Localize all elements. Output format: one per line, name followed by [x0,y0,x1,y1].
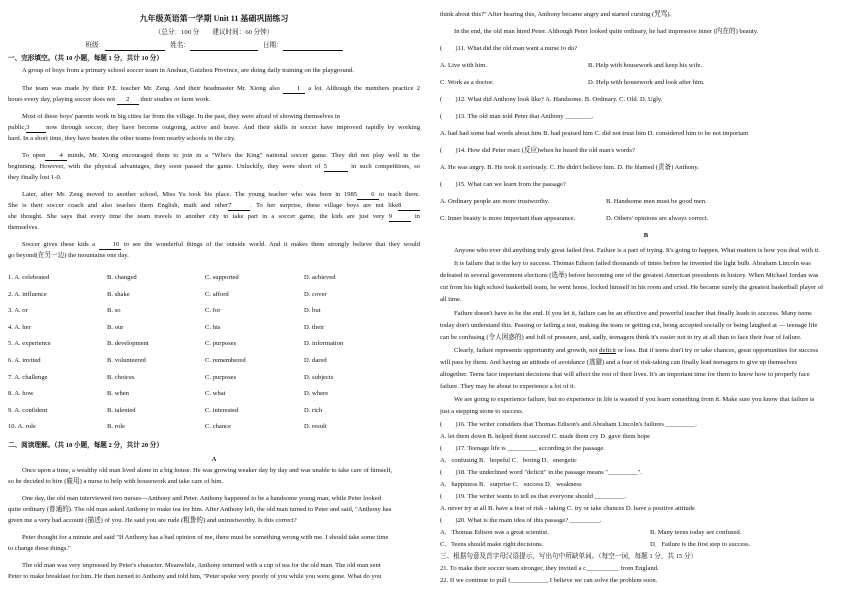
passage-b-line8: can be confusing (令人困惑的) and full of pressure, and, sadly, teenagers think it's easier not to try at all than to face their fear of failure. [440,334,802,341]
question-15: ( )15. What can we learn from the passage? [440,181,566,188]
passage-b-line2: It is failure that is the key to success. Thomas Edison failed thousands of times before he invented the light bulb. Abraham Lincoln was [454,260,811,267]
passage-a-label: A [211,456,217,463]
passage-a-line1: Once upon a time, a wealthy old man lived alone in a big house. He was growing weaker day by day and was unable to take care of himself, [22,467,393,474]
cloze-option-4-b[interactable]: B. our [107,323,124,331]
cloze-option-10-b[interactable]: B. role [107,423,125,431]
q11-option-a[interactable]: A. Live with him. [440,62,488,69]
q15-option-a[interactable]: A. Ordinary people are more trustworthy. [440,198,550,205]
passage-b-line6: Failure doesn't have to be the end. If you let it, failure can be an effective and powerful teacher that finally leads to success. Many teens [454,310,812,317]
cloze-option-8-c[interactable]: C. what [205,390,226,398]
cloze-option-5-d[interactable]: D. information [304,340,344,348]
question-18: ( )18. The underlined word "deficit" in the passage means "_________". [440,469,643,476]
sentence-21: 21. To make their soccer team stronger, they invited a c__________ from England. [440,565,659,572]
cloze-p5-line1: Later, after Mr. Zeng moved to another school, Miss Yu took his place. The young teacher who was born in 1985 6 to teach there. [22,191,420,198]
cloze-option-9-b[interactable]: B. talented [107,406,136,414]
blank-3[interactable]: 3 [26,123,46,133]
cloze-option-7-a[interactable]: 7. A. challenge [8,373,48,381]
question-13: ( )13. The old man told Peter that Anthony ________. [440,113,594,120]
q16-options[interactable]: A. let them down B. helped them succeed C. made them cry D. gave them hope [440,433,651,440]
passage-b-line4: cut from his high school basketball team, he went home, locked himself in his room and cried. He became surely the greatest basketball player of [440,284,824,291]
passage-a-line8: The old man was very impressed by Peter's character. Meanwhile, Anthony returned with a cup of tea for the old man. The old man sent [22,562,381,569]
passage-a-line6: Peter thought for a minute and said "If Anthony has a bad opinion of me, there must be something wrong with me. I should take some time [22,534,389,541]
blank-8[interactable]: 8 [398,201,420,211]
passage-a-line5: given me a very bad account (描述) of you. He said you are rude (粗鲁的) and untrustworthy. Is this correct? [8,517,297,524]
passage-b-line11: altogether. Teens face important decisions that will affect the rest of their lives. It's an important time for them to know how to properly face [440,371,810,378]
cloze-p5-line3: she thought. She says that every time the team travels to another city to take part in a soccer game, the kids are just very 9 in [8,213,420,220]
cloze-option-2-b[interactable]: B. shake [107,290,130,298]
question-14: ( )14. How did Peter react (反应)when he heard the old man's words? [440,147,635,154]
cloze-option-2-a[interactable]: 2. A. influence [8,290,47,298]
q20-option-b[interactable]: B. Many teens today are confused. [650,529,742,536]
passage-a-line9: Peter to make breakfast for him. He then turned to Anthony and told him, "Peter spoke very poorly of you while you were gone. What do you [8,573,382,580]
passage-a-line2: so he decided to hire (雇用) a nurse to help with housework and take care of him. [8,478,224,485]
blank-2[interactable]: 2 [117,95,139,105]
q13-options[interactable]: A. had had some bad words about him B. had praised him C. did not trust him D. considered him to be not important [440,130,749,137]
cloze-p3-line3: hard. In a short time, they have beaten the other teams from nearby schools in the city. [8,135,236,142]
name-field[interactable] [190,41,258,51]
passage-b-line13: We are going to experience failure, but no experience in life is wasted if you learn something from it. Make sure you know that failure is [454,396,815,403]
cloze-option-3-a[interactable]: 3. A. or [8,307,28,315]
date-label: 日期： [262,42,283,49]
cloze-option-1-d[interactable]: D. achieved [304,274,336,281]
cloze-option-2-d[interactable]: D. cover [304,290,327,298]
q15-option-b[interactable]: B. Handsome men must be good men. [606,198,707,205]
cloze-option-3-d[interactable]: D. but [304,307,321,315]
passage-b-line1: Anyone who ever did anything truly great failed first. Failure is a part of trying. It's going to happen. What matters is how you deal with it. [454,247,820,254]
cloze-option-7-d[interactable]: D. subjects [304,373,334,381]
cloze-option-7-c[interactable]: C. purposes [205,373,237,381]
page-title: 九年级英语第一学期 Unit 11 基础巩固练习 [139,14,289,23]
blank-10[interactable]: 10 [99,240,121,250]
cloze-p3-line2: public,3 now through soccer, they have become outgoing, active and brave. And their skills in soccer have improved rapidly by working [8,124,420,131]
class-field[interactable] [105,41,165,51]
question-20: ( )20. What is the main idea of this passage? _________. [440,517,602,524]
cloze-option-8-d[interactable]: D. where [304,390,329,398]
cloze-p2-line2: hours every day, playing soccer does not 2 their studies or farm work. [8,96,211,103]
cloze-p5-line4: themselves. [8,224,39,231]
passage-b-line3: defeated in several government elections (选举) before becoming one of the greatest American presidents in history. When Michael Jordan was [440,272,819,279]
q14-options[interactable]: A. He was angry. B. He took it seriously. C. He didn't believe him. D. He blamed (责备) Anthony. [440,164,699,171]
cloze-option-4-c[interactable]: C. his [205,323,221,331]
cloze-option-9-c[interactable]: C. interested [205,406,239,414]
section1-heading: 一、完形填空。（共 10 小题，每题 1 分，共计 10 分） [8,55,163,62]
cloze-p4-line1: To open 4 minds, Mr. Xiong encouraged them to join in a "Who's the King" national soccer game. They did not play well in the [22,152,420,159]
cloze-option-4-d[interactable]: D. their [304,323,325,331]
cloze-option-9-a[interactable]: 9. A. confident [8,406,48,414]
cloze-option-1-c[interactable]: C. supported [205,274,239,281]
q15-option-d[interactable]: D. Others' opinions are always correct. [606,215,709,222]
cloze-option-3-b[interactable]: B. so [107,307,121,315]
q11-option-c[interactable]: C. Work as a doctor. [440,79,494,86]
q11-option-b[interactable]: B. Help with housework and keep his wife. [588,62,703,69]
cloze-option-4-a[interactable]: 4. A. her [8,323,31,331]
cloze-option-10-a[interactable]: 10. A. rule [8,423,36,431]
cloze-option-3-c[interactable]: C. for [205,307,221,315]
blank-7[interactable]: 7 [228,201,250,211]
cloze-option-10-d[interactable]: D. result [304,423,327,431]
question-12: ( )12. What did Anthony look like? A. Handsome. B. Ordinary. C. Old. D. Ugly. [440,96,663,103]
cloze-option-6-d[interactable]: D. dared [304,357,327,364]
blank-1[interactable]: 1 [283,84,305,94]
cloze-option-1-b[interactable]: B. changed [107,274,137,281]
cloze-option-6-a[interactable]: 6. A. invited [8,357,41,364]
q15-option-c[interactable]: C. Inner beauty is more important than appearance. [440,215,576,222]
section3-heading: 三、根据句意及首字母汉语提示，写出句中所缺单词。（每空一词，每题 1 分，共 15 分） [440,553,698,560]
cloze-option-7-b[interactable]: B. choices [107,373,135,381]
cloze-p2-line1: The team was made by their P.E. teacher Mr. Zeng. And their headmaster Mr. Xiong also 1 a lot. Although the members practice 2 [22,85,420,92]
question-19: ( )19. The writer wants to tell us that everyone should _________. [440,493,626,500]
blank-6[interactable]: 6 [357,190,379,200]
cloze-option-8-b[interactable]: B. when [107,390,129,398]
q11-option-d[interactable]: D. Help with housework and look after him. [588,79,705,86]
passage-a-line4: quite ordinary (普通的). The old man asked Anthony to make tea for him. After Anthony left, the old man turned to Peter and said, "Anthony has [8,506,392,513]
passage-b-line9: Clearly, failure represents opportunity and growth, not deficit or loss. But if teens don't try or take chances, great opportunities for success [454,347,819,354]
name-label: 姓名： [170,42,190,49]
cloze-option-10-c[interactable]: C. chance [205,423,231,431]
q19-options[interactable]: A. never try at all B. have a fear of risk - taking C. try or take chances D. have a positive attitude [440,505,695,512]
blank-4[interactable]: 4 [45,151,67,161]
passage-b-line12: failure. They may be about to experience a lot of it. [440,383,576,390]
cloze-option-6-b[interactable]: B. volunteered [107,357,146,364]
cloze-p5-line2: She is their soccer coach and also teaches them English, math and other7 . To her surprise, these village boys are not like8 [8,201,420,211]
cloze-option-5-c[interactable]: C. purposes [205,340,237,348]
cloze-option-5-b[interactable]: B. development [107,340,149,348]
q17-options[interactable]: A．confusing B．hopeful C．boring D．energetic [440,457,578,464]
left-column [8,0,420,595]
passage-a-line10: think about this?" After hearing this, Anthony became angry and started cursing (咒骂). [440,11,672,18]
underlined-word-deficit: deficit [599,347,616,354]
cloze-option-9-d[interactable]: D. rich [304,406,323,414]
cloze-p6-line2: go beyond(在另一边) the mountains one day. [8,252,129,259]
q20-option-a[interactable]: A．Thomas Edison was a great scientist. [440,529,549,536]
cloze-option-1-a[interactable]: 1. A. celebrated [8,274,50,281]
right-column [440,0,852,595]
section2-heading: 二、阅读理解。（共 10 小题，每题 2 分，共计 20 分） [8,442,163,449]
cloze-option-5-a[interactable]: 5. A. experience [8,340,51,348]
passage-b-line10: will pass by them. And having an attitude of avoidance (逃避) and a fear of risk-taking can finally lead teenagers to give up themselves [440,359,798,366]
q20-option-c[interactable]: C．Teens should make right decisions. [440,541,544,548]
cloze-p1: A group of boys from a primary school soccer team in Anshun, Guizhou Province, are doing daily training on the playground. [22,67,354,74]
date-field[interactable] [283,41,343,51]
passage-b-line7: today don't understand this. Passing or failing a test, making the team or getting cut, being accepted socially or being laughed at — teenage life [440,322,818,329]
cloze-p4-line3: they finally lost 1-0. [8,174,62,181]
blank-5[interactable]: 5 [324,162,348,172]
passage-a-line3: One day, the old man interviewed two nurses—Anthony and Peter. Anthony happened to be a handsome young man, while Peter looked [22,495,382,502]
student-info-line [8,41,420,51]
question-11: ( )11. What did the old man want a nurse to do? [440,45,578,52]
cloze-p6-line1: Soccer gives these kids a 10 to see the wonderful things of the outside world. And it makes them strongly believe that they would [22,241,420,248]
passage-b-label: B [643,232,649,239]
cloze-option-8-a[interactable]: 8. A. how [8,390,34,398]
cloze-option-6-c[interactable]: C. remembered [205,357,246,364]
q20-option-d[interactable]: D．Failure is the first step to success. [650,541,751,548]
cloze-option-2-c[interactable]: C. afford [205,290,229,298]
passage-b-line5: all time. [440,296,462,303]
question-17: ( )17. Teenage life is _________ according to the passage. [440,445,605,452]
class-label: 班级： [85,42,106,49]
sentence-22: 22. If we continue to pull t___________, I believe we can solve the problem soon. [440,577,658,584]
passage-b-line14: just a stepping stone to success. [440,408,524,415]
q18-options[interactable]: A．happiness B．surprise C．success D．weakness [440,481,582,488]
cloze-p4-line2: beginning. However, with the physical advantages, they soon passed the game. Unluckily, they were short of 5 in such competitions, so [8,163,420,170]
cloze-p3-line1: Most of these boys' parents work in big cities far from the village. In the past, they were afraid of showing themselves in [22,113,340,120]
blank-9[interactable]: 9 [389,212,411,222]
passage-a-line11: In the end, the old man hired Peter. Although Peter looked quite ordinary, he had impressive inner (内在的) beauty. [454,28,759,35]
question-16: ( )16. The writer considers that Thomas Edison's and Abraham Lincoln's failures _________. [440,421,697,428]
passage-a-line7: to change these things." [8,545,71,552]
exam-meta: （总分：100 分 建议时间：60 分钟） [154,29,274,36]
